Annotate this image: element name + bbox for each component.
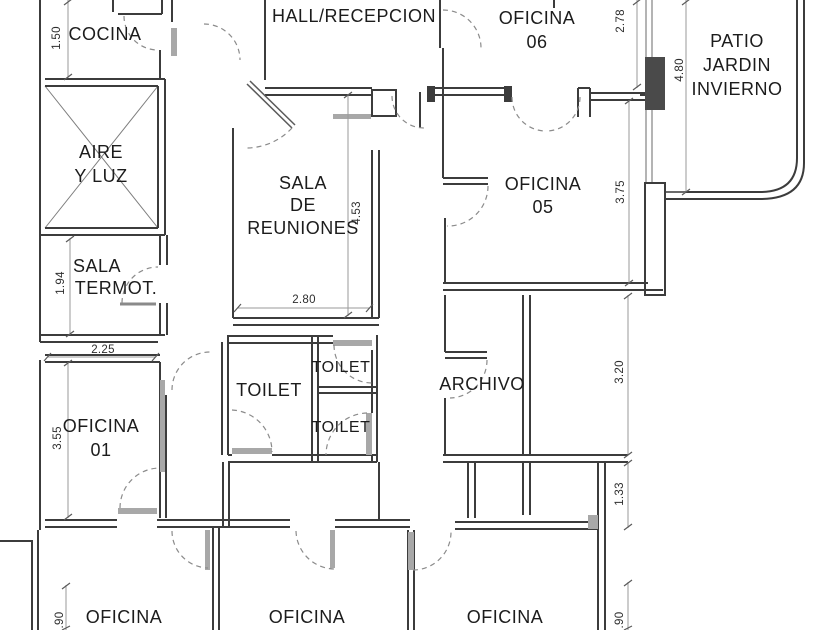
dim-sala-reuniones-width: 2.80 (292, 294, 316, 306)
door-sills (118, 28, 598, 570)
room-label-toilet-bottom: TOILET (311, 419, 371, 436)
room-label-oficina-bottom-left: OFICINA (85, 607, 163, 627)
room-label-cocina: COCINA (68, 24, 142, 44)
room-label-sala-reuniones-line2: DE (289, 195, 317, 215)
room-label-sala-reuniones-line1: SALA (278, 173, 328, 193)
room-label-patio-line2: JARDIN (702, 55, 772, 75)
dim-oficina06-height: 2.78 (615, 9, 627, 33)
dim-sala-termot-height: 1.94 (55, 271, 67, 295)
room-label-aire-line1: AIRE (78, 142, 124, 162)
room-label-toilet-left: TOILET (236, 380, 302, 400)
room-label-oficina01-line2: 01 (90, 440, 112, 460)
dim-corridor-height: 1.33 (614, 482, 626, 506)
room-label-sala-termot-line1: SALA (72, 256, 122, 276)
room-label-patio-line3: INVIERNO (691, 79, 783, 99)
dim-patio-height: 4.80 (674, 58, 686, 82)
room-label-oficina05-line1: OFICINA (504, 174, 582, 194)
dim-cocina-height: 1.50 (51, 26, 63, 50)
room-label-oficina01-line1: OFICINA (62, 416, 140, 436)
room-label-oficina-bottom-middle: OFICINA (268, 607, 346, 627)
dim-oficina05-height: 3.75 (615, 180, 627, 204)
room-label-archivo: ARCHIVO (439, 374, 525, 394)
room-label-sala-reuniones-line3: REUNIONES (247, 218, 359, 238)
room-label-oficina06-line2: 06 (526, 32, 548, 52)
room-label-toilet-top: TOILET (311, 359, 371, 376)
room-label-oficina-bottom-right: OFICINA (466, 607, 544, 627)
dim-passage-width: 2.25 (91, 344, 115, 356)
room-label-sala-termot-line2: TERMOT. (74, 278, 158, 298)
room-label-patio-line1: PATIO (710, 31, 764, 51)
room-label-aire-line2: Y LUZ (74, 166, 128, 186)
room-labels (63, 6, 783, 627)
dim-sala-reuniones-height: 4.53 (351, 201, 363, 225)
room-label-oficina06-line1: OFICINA (498, 8, 576, 28)
dim-oficina01-height: 3.55 (52, 426, 64, 450)
room-label-oficina05-line2: 05 (532, 197, 554, 217)
room-label-hall: HALL/RECEPCION (271, 6, 437, 26)
dim-archivo-height: 3.20 (614, 360, 626, 384)
dim-bottom-left: .90 (54, 611, 66, 629)
dim-bottom-right: .90 (614, 611, 626, 629)
